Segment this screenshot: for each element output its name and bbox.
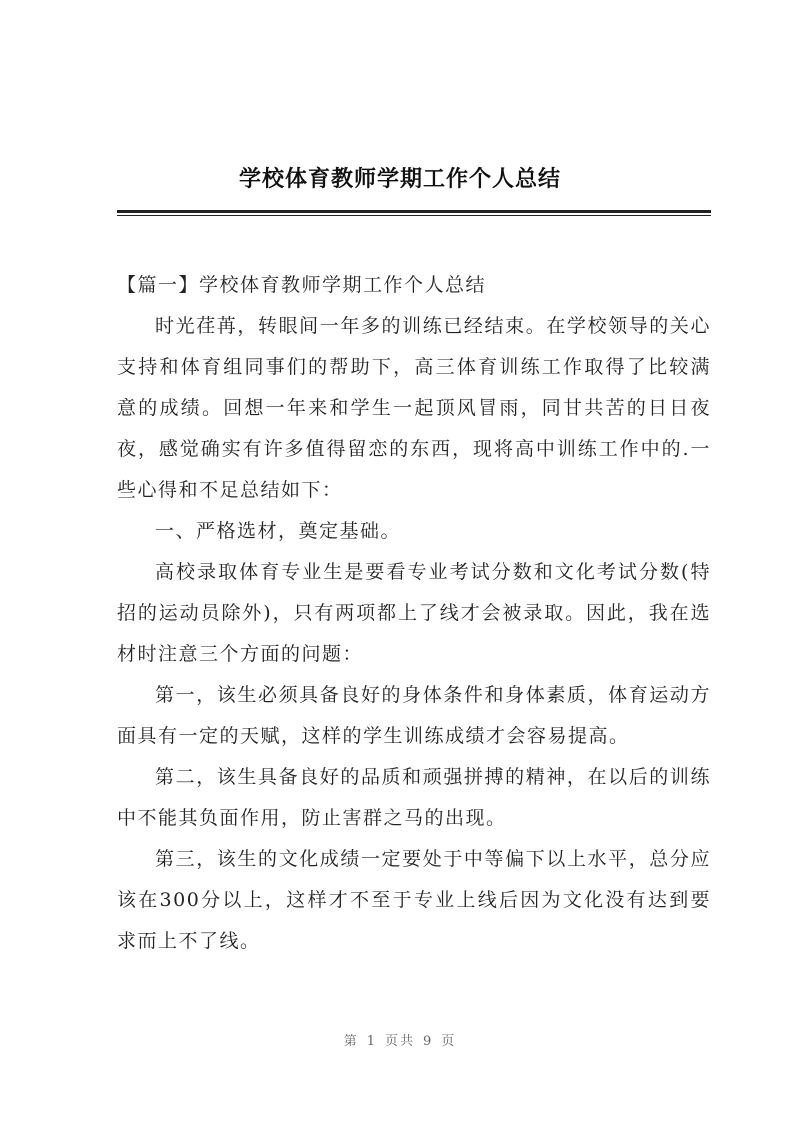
footer-middle: 页共 xyxy=(384,1034,415,1049)
page-footer xyxy=(0,1030,800,1049)
section-heading: 【篇一】学校体育教师学期工作个人总结 xyxy=(117,274,487,296)
paragraph-third: 第三，该生的文化成绩一定要处于中等偏下以上水平，总分应该在300分以上，这样才不至于专业上线后因为文化没有达到要求而上不了线。 xyxy=(117,848,711,952)
paragraph-second: 第二，该生具备良好的品质和顽强拼搏的精神，在以后的训练中不能其负面作用，防止害群之马的出现。 xyxy=(117,766,711,829)
footer-total-pages: 9 xyxy=(423,1034,434,1049)
footer-suffix: 页 xyxy=(441,1034,457,1049)
title-divider-thick xyxy=(117,210,711,213)
subheading-selection: 一、严格选材，奠定基础。 xyxy=(155,520,402,542)
paragraph-admission: 高校录取体育专业生是要看专业考试分数和文化考试分数(特招的运动员除外)，只有两项都上了线才会被录取。因此，我在选材时注意三个方面的问题： xyxy=(117,561,711,665)
title-divider-thin xyxy=(117,215,711,216)
document-title: 学校体育教师学期工作个人总结 xyxy=(238,166,561,192)
footer-current-page: 1 xyxy=(366,1034,377,1049)
document-body xyxy=(117,265,711,962)
paragraph-intro: 时光荏苒，转眼间一年多的训练已经结束。在学校领导的关心支持和体育组同事们的帮助下，高三体育训练工作取得了比较满意的成绩。回想一年来和学生一起顶风冒雨，同甘共苦的日日夜夜，感觉确实有许多值得留恋的东西，现将高中训练工作中的.一些心得和不足总结如下： xyxy=(117,315,711,501)
paragraph-first: 第一，该生必须具备良好的身体条件和身体素质，体育运动方面具有一定的天赋，这样的学生训练成绩才会容易提高。 xyxy=(117,684,711,747)
footer-prefix: 第 xyxy=(343,1034,359,1049)
